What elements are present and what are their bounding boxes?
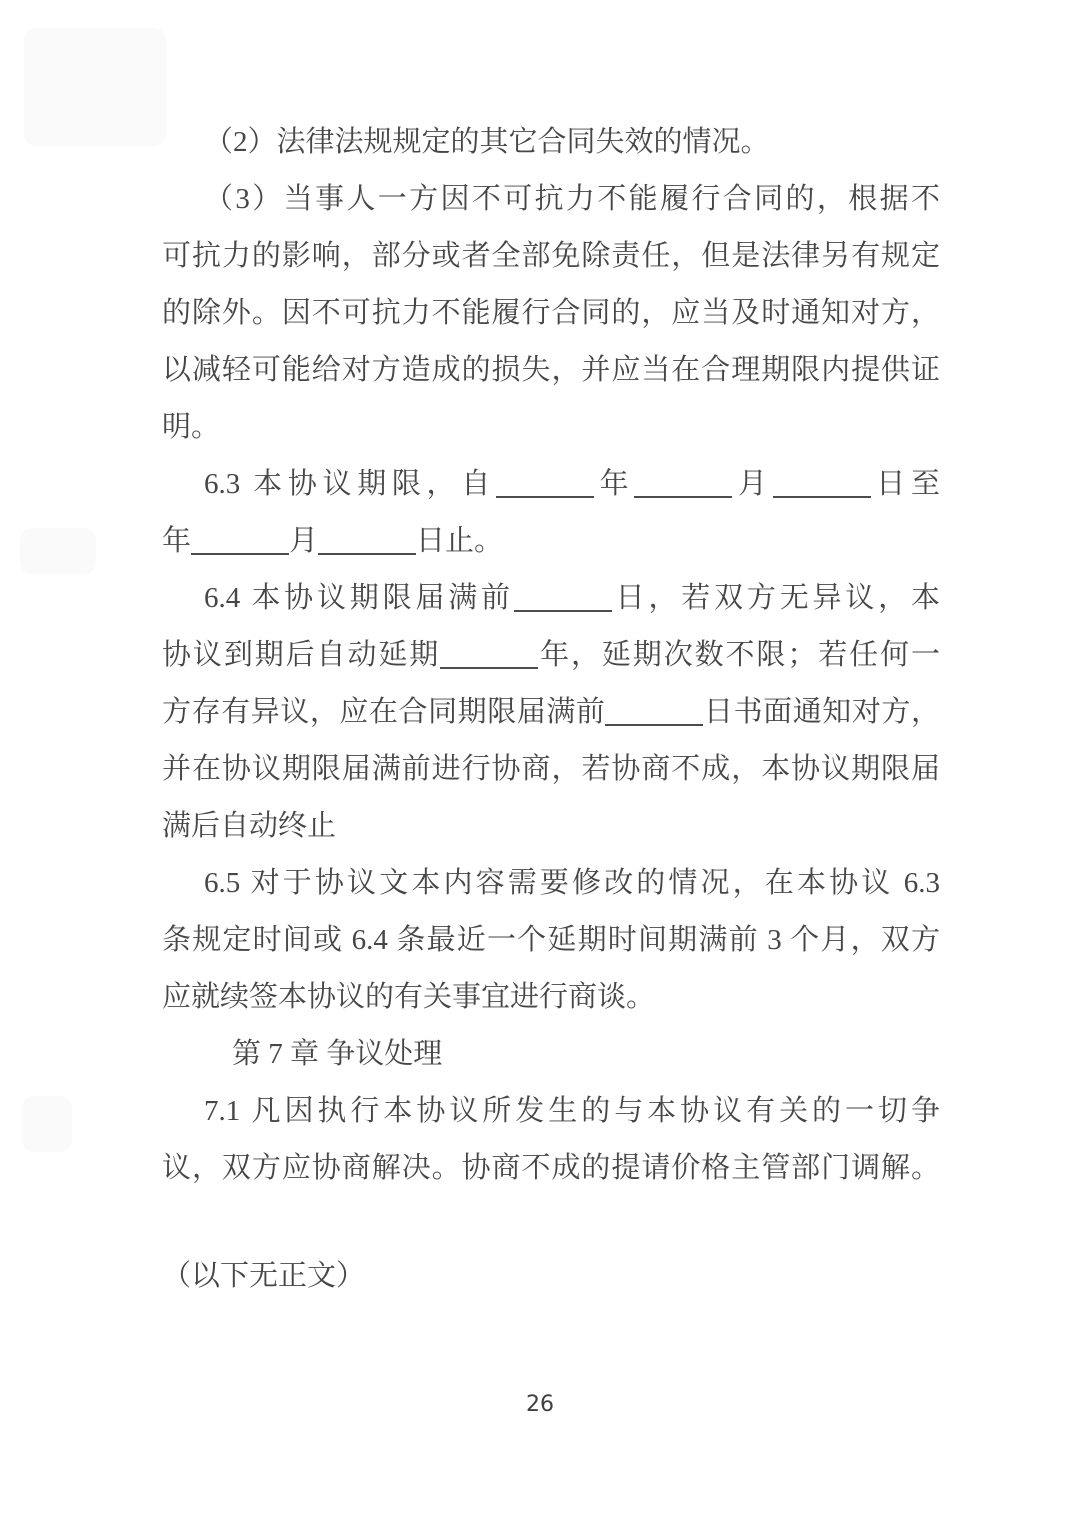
- clause-6-3: [162, 456, 940, 513]
- text-segment: 年，延期次数不限；若任何一: [538, 639, 940, 671]
- clause-5-3: [162, 285, 940, 342]
- page-number: 26: [526, 1392, 554, 1417]
- clause-5-3: [162, 399, 940, 456]
- fill-in-blank: [514, 610, 612, 612]
- text-segment: 月: [732, 468, 773, 500]
- text-segment: （2）法律法规规定的其它合同失效的情况。: [204, 126, 770, 158]
- text-segment: 条规定时间或 6.4 条最近一个延期时间期满前 3 个月，双方: [162, 924, 940, 956]
- text-segment: 的除外。因不可抗力不能履行合同的，应当及时通知对方，: [162, 297, 940, 329]
- text-segment: 日，若双方无异议，本: [611, 582, 940, 614]
- text-segment: （以下无正文）: [162, 1260, 366, 1292]
- text-segment: 年: [593, 468, 635, 500]
- document-body: [162, 114, 940, 1305]
- clause-6-3: [162, 513, 940, 570]
- text-segment: 年: [162, 525, 192, 557]
- text-segment: 7.1 凡因执行本协议所发生的与本协议有关的一切争: [204, 1095, 940, 1127]
- scan-artifact: [24, 28, 166, 146]
- clause-5-2: [162, 114, 940, 171]
- text-segment: 满后自动终止: [162, 810, 337, 842]
- text-segment: 6.4 本协议期限届满前: [204, 582, 514, 614]
- closing-note: [162, 1248, 940, 1305]
- fill-in-blank: [496, 496, 594, 498]
- text-segment: 可抗力的影响，部分或者全部免除责任，但是法律另有规定: [162, 240, 940, 272]
- text-segment: 议，双方应协商解决。协商不成的提请价格主管部门调解。: [162, 1152, 940, 1184]
- clause-6-4: [162, 741, 940, 798]
- text-segment: 明。: [162, 411, 221, 443]
- text-segment: 月: [289, 525, 319, 557]
- fill-in-blank: [191, 553, 289, 555]
- clause-6-4: [162, 627, 940, 684]
- clause-5-3: [162, 342, 940, 399]
- text-segment: 6.5 对于协议文本内容需要修改的情况，在本协议 6.3: [204, 867, 940, 899]
- text-segment: 日至: [870, 468, 940, 500]
- fill-in-blank: [440, 667, 538, 669]
- clause-5-3: [162, 171, 940, 228]
- clause-6-4: [162, 684, 940, 741]
- text-segment: 日止。: [416, 525, 504, 557]
- text-segment: 应就续签本协议的有关事宜进行商谈。: [162, 981, 656, 1013]
- clause-6-5: [162, 855, 940, 912]
- text-segment: 方存有异议，应在合同期限届满前: [162, 696, 606, 728]
- fill-in-blank: [773, 496, 871, 498]
- scan-artifact: [22, 1096, 72, 1152]
- clause-6-4: [162, 570, 940, 627]
- text-segment: 第 7 章 争议处理: [232, 1038, 443, 1070]
- fill-in-blank: [634, 496, 732, 498]
- text-segment: 6.3 本协议期限，自: [204, 468, 496, 500]
- fill-in-blank: [605, 724, 703, 726]
- clause-7-1: [162, 1140, 940, 1197]
- clause-6-5: [162, 969, 940, 1026]
- clause-6-4: [162, 798, 940, 855]
- clause-6-5: [162, 912, 940, 969]
- text-segment: 以减轻可能给对方造成的损失，并应当在合理期限内提供证: [162, 354, 940, 386]
- clause-7-1: [162, 1083, 940, 1140]
- text-segment: 协议到期后自动延期: [162, 639, 441, 671]
- chapter-7-heading: [162, 1026, 940, 1083]
- text-segment: 并在协议期限届满前进行协商，若协商不成，本协议期限届: [162, 753, 940, 785]
- text-segment: （3）当事人一方因不可抗力不能履行合同的，根据不: [204, 183, 940, 215]
- clause-5-3: [162, 228, 940, 285]
- scan-artifact: [20, 528, 96, 574]
- fill-in-blank: [318, 553, 416, 555]
- text-segment: 日书面通知对方，: [703, 696, 940, 728]
